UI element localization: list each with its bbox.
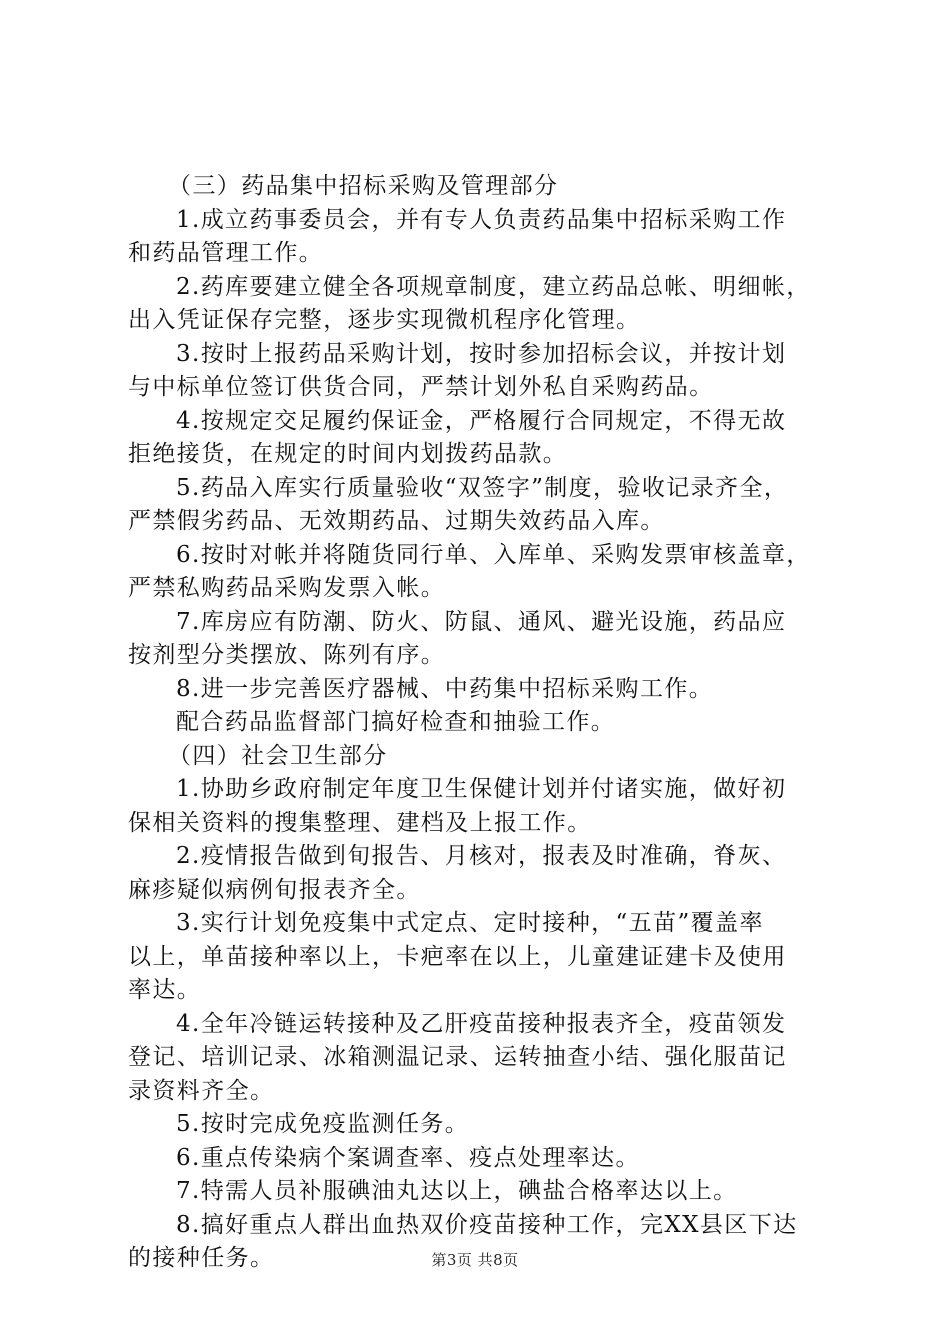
paragraph-line: 2.疫情报告做到旬报告、月核对，报表及时准确，脊灰、 bbox=[176, 843, 787, 869]
paragraph-line: 出入凭证保存完整，逐步实现微机程序化管理。 bbox=[128, 307, 641, 333]
paragraph-line: 4.按规定交足履约保证金，严格履行合同规定，不得无故 bbox=[176, 407, 787, 434]
paragraph-line: 按剂型分类摆放、陈列有序。 bbox=[128, 642, 446, 668]
section-heading-drug-procurement: （三）药品集中招标采购及管理部分 bbox=[168, 173, 559, 199]
paragraph-line: 登记、培训记录、冰箱测温记录、运转抽查小结、强化服苗记 bbox=[128, 1044, 787, 1070]
paragraph-line: 5.按时完成免疫监测任务。 bbox=[176, 1111, 470, 1137]
paragraph-line: 与中标单位签订供货合同，严禁计划外私自采购药品。 bbox=[128, 374, 714, 400]
paragraph-line: 保相关资料的搜集整理、建档及上报工作。 bbox=[128, 809, 592, 836]
section-heading-social-health: （四）社会卫生部分 bbox=[168, 742, 388, 769]
paragraph-line: 4.全年冷链运转接种及乙肝疫苗接种报表齐全，疫苗领发 bbox=[176, 1010, 787, 1037]
paragraph-line: 6.按时对帐并将随货同行单、入库单、采购发票审核盖章， bbox=[176, 541, 811, 568]
paragraph-line: 严禁假劣药品、无效期药品、过期失效药品入库。 bbox=[128, 508, 665, 534]
paragraph-line: 8.进一步完善医疗器械、中药集中招标采购工作。 bbox=[176, 675, 714, 702]
paragraph-line: 8.搞好重点人群出血热双价疫苗接种工作，完XX县区下达 bbox=[176, 1211, 798, 1238]
paragraph-line: 6.重点传染病个案调查率、疫点处理率达。 bbox=[176, 1144, 640, 1171]
paragraph-line: 配合药品监督部门搞好检查和抽验工作。 bbox=[176, 709, 616, 735]
paragraph-line: 拒绝接货，在规定的时间内划拨药品款。 bbox=[128, 441, 568, 467]
paragraph-line: 麻疹疑似病例旬报表齐全。 bbox=[128, 876, 421, 903]
page-number-footer: 第3页 共8页 bbox=[431, 1251, 519, 1269]
paragraph-line: 1.成立药事委员会，并有专人负责药品集中招标采购工作 bbox=[176, 206, 787, 233]
document-body bbox=[128, 170, 833, 1276]
paragraph-line: 严禁私购药品采购发票入帐。 bbox=[128, 575, 446, 601]
paragraph-line: 以上，单苗接种率以上，卡疤率在以上，儿童建证建卡及使用 bbox=[128, 943, 787, 970]
paragraph-line: 3.实行计划免疫集中式定点、定时接种，“五苗”覆盖率 bbox=[176, 910, 764, 936]
paragraph-line: 7.库房应有防潮、防火、防鼠、通风、避光设施，药品应 bbox=[176, 608, 787, 635]
paragraph-line: 和药品管理工作。 bbox=[128, 240, 324, 266]
paragraph-line: 录资料齐全。 bbox=[128, 1077, 275, 1104]
paragraph-line: 3.按时上报药品采购计划，按时参加招标会议，并按计划 bbox=[176, 340, 787, 367]
paragraph-line: 的接种任务。 bbox=[128, 1245, 275, 1271]
paragraph-line: 率达。 bbox=[128, 977, 202, 1003]
paragraph-line: 7.特需人员补服碘油丸达以上，碘盐合格率达以上。 bbox=[176, 1178, 738, 1204]
paragraph-line: 5.药品入库实行质量验收“双签字”制度，验收记录齐全， bbox=[176, 474, 789, 501]
paragraph-line: 2.药库要建立健全各项规章制度，建立药品总帐、明细帐， bbox=[176, 273, 811, 300]
paragraph-line: 1.协助乡政府制定年度卫生保健计划并付诸实施，做好初 bbox=[176, 776, 787, 802]
